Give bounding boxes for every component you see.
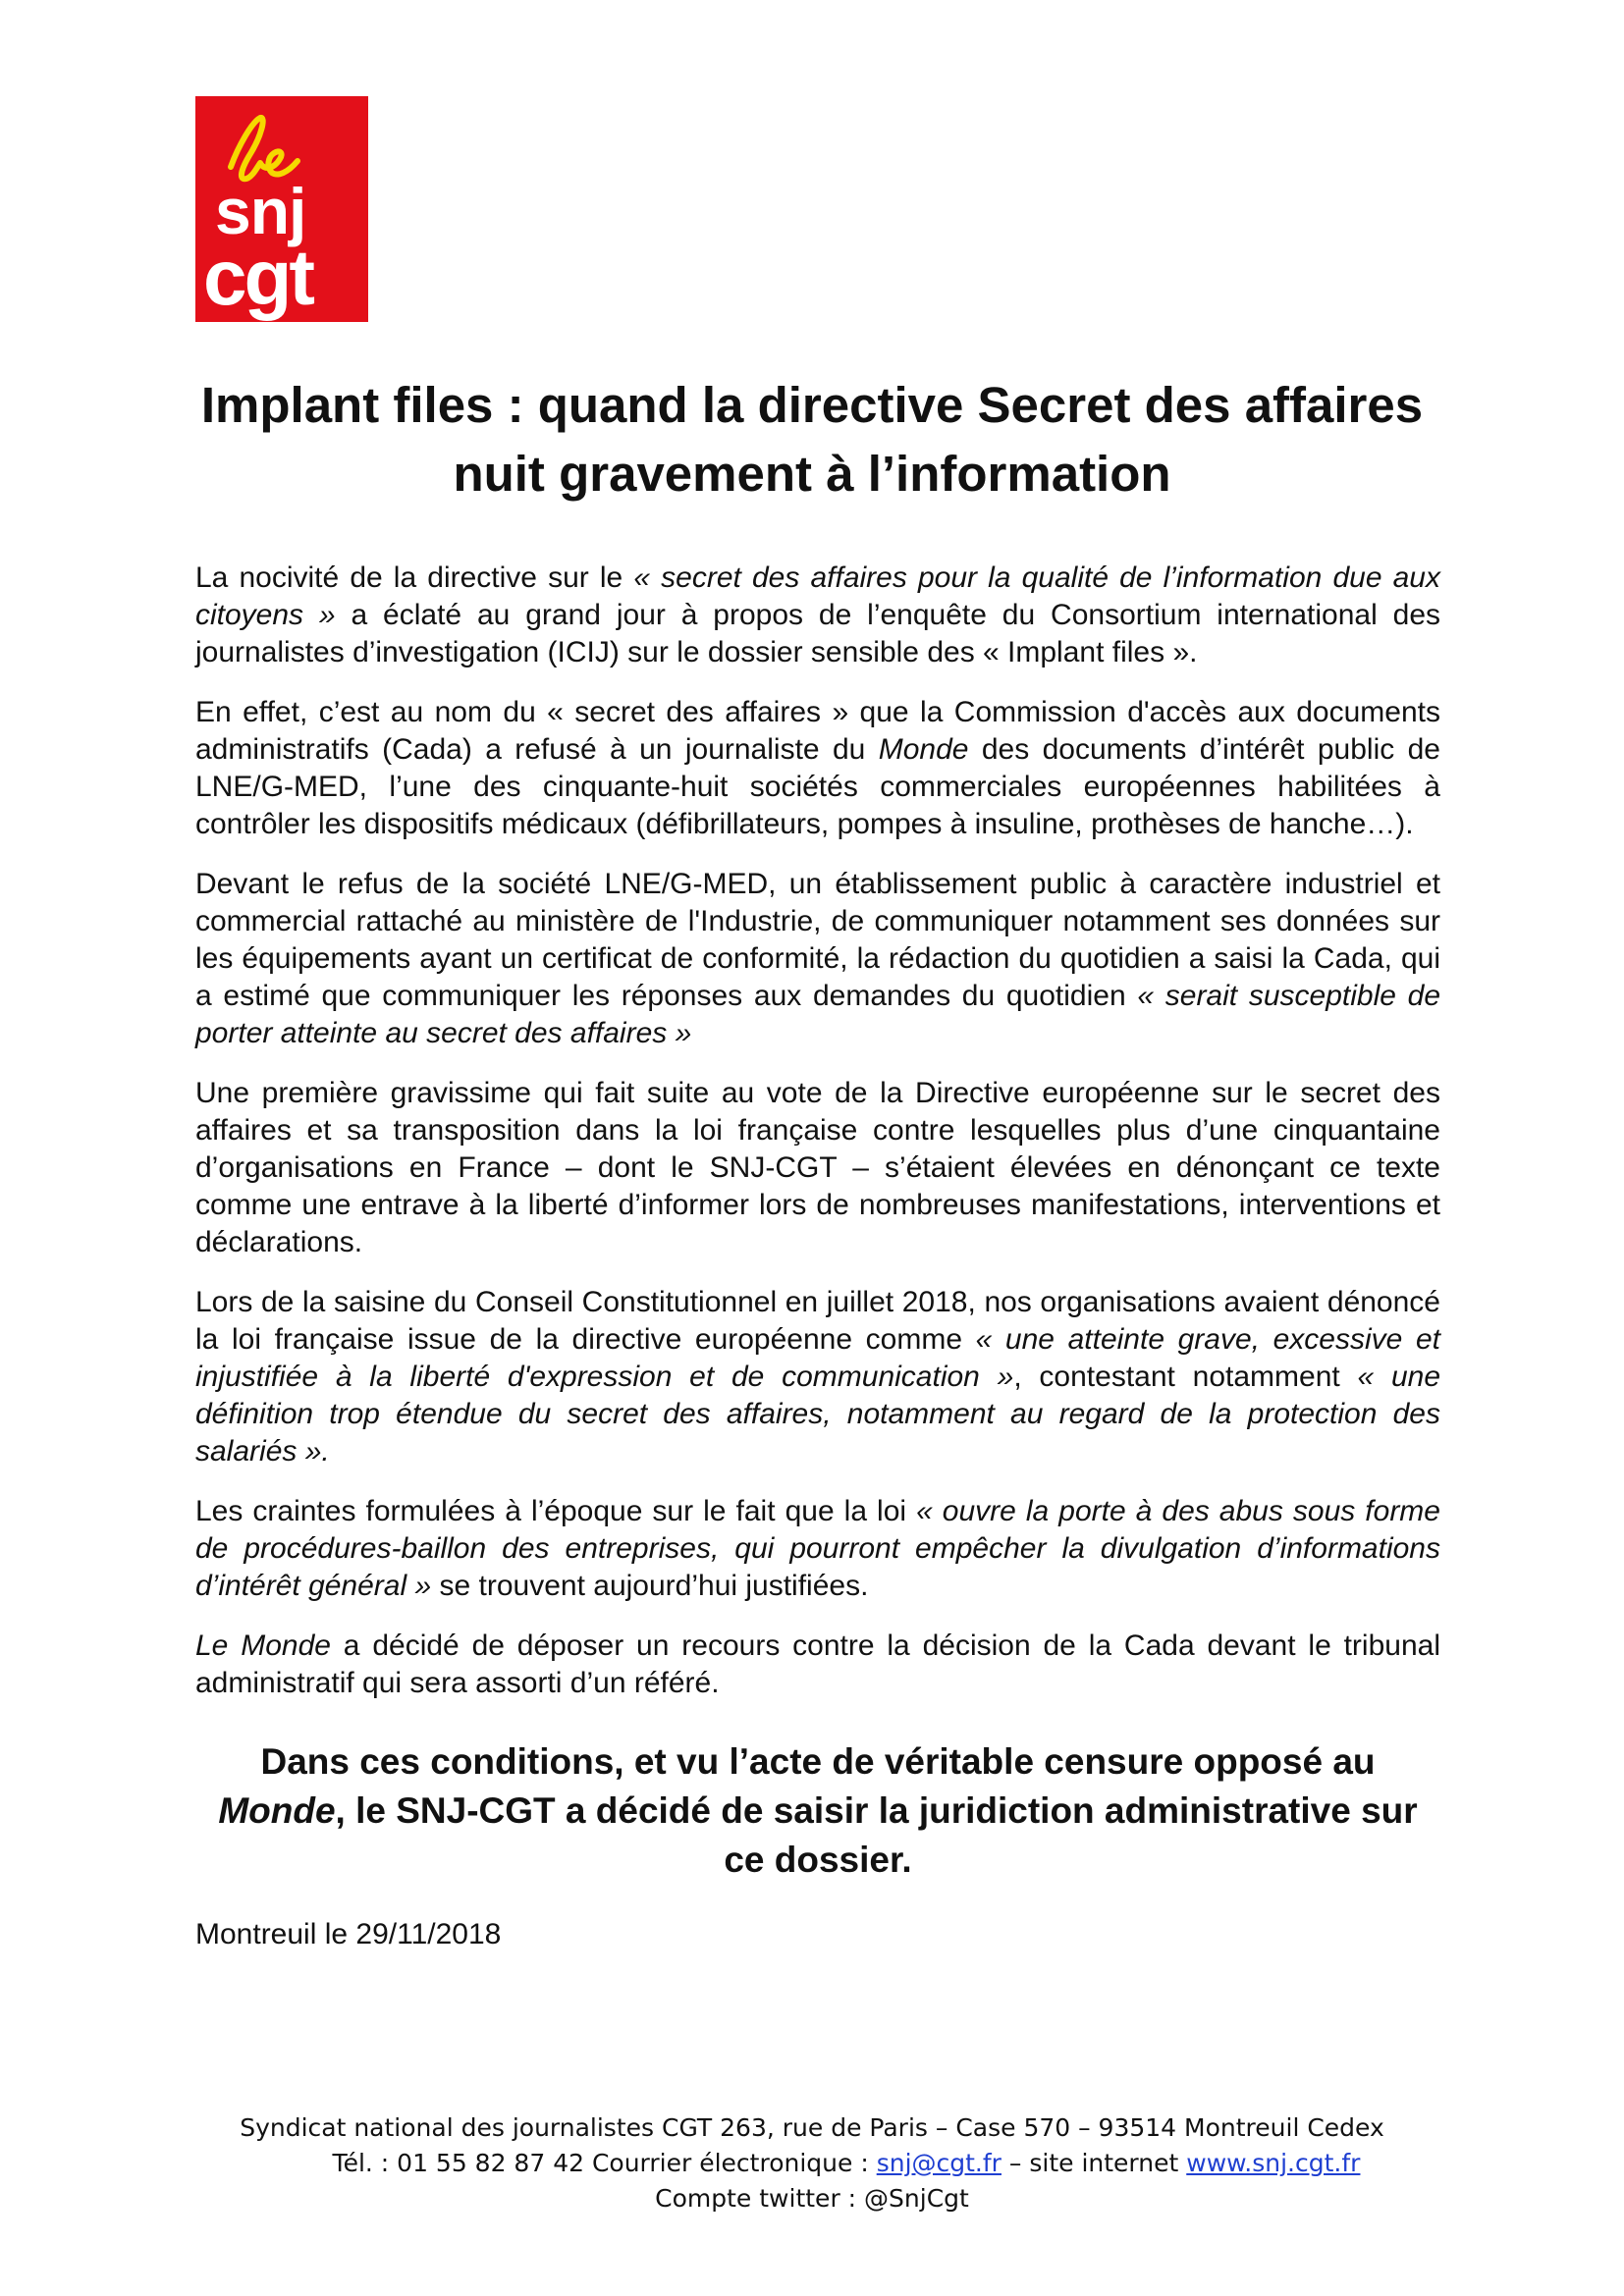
paragraph-text: Devant le refus de la société LNE/G-MED, un établissement public à caractère industriel et commercial rattaché au ministère de l'Industrie, de communiquer notamment ses données sur les équipements ayant un certificat de conformité, la rédaction du quotidien a saisi la Cada, qui a estimé que communiquer les réponses aux demandes du quotidien — [195, 868, 1440, 1012]
conclusion-newspaper-name: Monde — [218, 1790, 336, 1831]
conclusion-text: Dans ces conditions, et vu l’acte de véritable censure opposé au — [260, 1741, 1376, 1782]
dateline: Montreuil le 29/11/2018 — [195, 1918, 502, 1950]
paragraph-newspaper-name: Le Monde — [195, 1629, 331, 1662]
paragraph-text: , contestant notamment — [1013, 1361, 1358, 1393]
document-body — [195, 560, 1440, 1953]
paragraph-text: Les craintes formulées à l’époque sur le fait que la loi — [195, 1495, 917, 1527]
svg-text:cgt: cgt — [203, 234, 312, 321]
paragraph-text: se trouvent aujourd’hui justifiées. — [431, 1570, 869, 1602]
email-link[interactable]: snj@cgt.fr — [876, 2149, 1001, 2177]
svg-text:snj: snj — [215, 175, 306, 247]
footer — [0, 2110, 1624, 2216]
footer-phone-email-label: Tél. : 01 55 82 87 42 Courrier électronique : — [332, 2149, 877, 2177]
paragraph-2 — [195, 694, 1440, 843]
paragraph-text: a décidé de déposer un recours contre la décision de la Cada devant le tribunal administratif qui sera assorti d’un référé. — [195, 1629, 1440, 1699]
paragraph-text: La nocivité de la directive sur le — [195, 561, 634, 594]
paragraph-text: Une première gravissime qui fait suite au vote de la Directive européenne sur le secret des affaires et sa transposition dans la loi française contre lesquelles plus d’une cinquantaine d’organisations en France – dont le SNJ-CGT – s’étaient élevées en dénonçant ce texte comme une entrave à la liberté d’informer lors de nombreuses manifestations, interventions et déclarations. — [195, 1077, 1440, 1258]
paragraph-text: En effet, c’est au nom du « secret des affaires » que la Commission d'accès aux documents administratifs (Cada) a refusé à un journaliste du — [195, 696, 1440, 766]
document-title — [195, 371, 1429, 508]
conclusion-text: , le SNJ-CGT a décidé de saisir la juridiction administrative sur ce dossier. — [335, 1790, 1418, 1880]
website-link[interactable]: www.snj.cgt.fr — [1186, 2149, 1361, 2177]
paragraph-text: a éclaté au grand jour à propos de l’enquête du Consortium international des journalistes d’investigation (ICIJ) sur le dossier sensible des « Implant files ». — [195, 599, 1441, 668]
title-line-2: nuit gravement à l’information — [453, 446, 1171, 502]
footer-address: Syndicat national des journalistes CGT 263, rue de Paris – Case 570 – 93514 Montreuil Cedex — [240, 2113, 1384, 2142]
paragraph-quote: « une définition trop étendue du secret des affaires, notamment au regard de la protection des salariés ». — [195, 1361, 1441, 1468]
paragraph-4 — [195, 1075, 1440, 1261]
paragraph-quote: « une atteinte grave, excessive et injustifiée à la liberté d'expression et de communication » — [195, 1323, 1440, 1393]
title-line-1: Implant files : quand la directive Secret des affaires — [200, 377, 1424, 433]
paragraph-6 — [195, 1493, 1440, 1605]
paragraph-1 — [195, 560, 1440, 671]
footer-contact — [0, 2146, 1624, 2181]
paragraph-text: Lors de la saisine du Conseil Constitutionnel en juillet 2018, nos organisations avaient dénoncé la loi française issue de la directive européenne comme — [195, 1286, 1440, 1356]
snj-cgt-logo-graphic — [195, 96, 368, 322]
snj-cgt-logo — [195, 96, 368, 322]
paragraph-7 — [195, 1628, 1440, 1702]
paragraph-3 — [195, 866, 1440, 1052]
footer-twitter: Compte twitter : @SnjCgt — [655, 2184, 969, 2213]
paragraph-5 — [195, 1284, 1440, 1470]
conclusion-statement — [195, 1737, 1440, 1885]
footer-website-label: – site internet — [1001, 2149, 1187, 2177]
paragraph-quote: « serait susceptible de porter atteinte au secret des affaires » — [195, 980, 1441, 1049]
paragraph-quote: « secret des affaires pour la qualité de l’information due aux citoyens » — [195, 561, 1440, 631]
paragraph-quote: « ouvre la porte à des abus sous forme de procédures-baillon des entreprises, qui pourront empêcher la divulgation d’informations d’intérêt général » — [195, 1495, 1440, 1602]
paragraph-newspaper-name: Monde — [878, 733, 969, 766]
paragraph-text: des documents d’intérêt public de LNE/G-MED, l’une des cinquante-huit sociétés commerciales européennes habilitées à contrôler les dispositifs médicaux (défibrillateurs, pompes à insuline, prothèses de hanche…). — [195, 733, 1440, 840]
